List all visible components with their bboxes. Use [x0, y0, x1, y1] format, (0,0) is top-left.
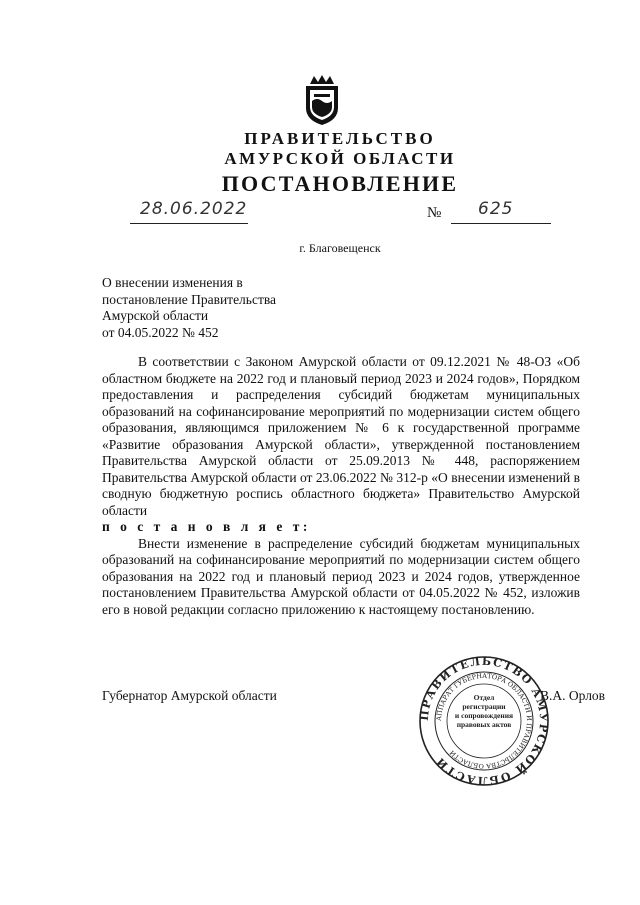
city: г. Благовещенск	[299, 241, 381, 255]
document-body	[102, 354, 580, 618]
coat-of-arms-icon	[302, 74, 342, 126]
number-label: №	[427, 205, 442, 221]
resolves-heading: п о с т а н о в л я е т:	[102, 519, 311, 534]
resolution-paragraph: Внести изменение в распределение субсидий бюджетам муниципальных образований на софинансирование мероприятий по модернизации систем общего образования на 2022 год и плановый период 2023 и 2024 годов, утвержденное постановлением Правительства Амурской области от 04.05.2022 № 452, изложив его в новой редакции согласно приложению к настоящему постановлению.	[102, 535, 580, 617]
stamp-outer-text: ПРАВИТЕЛЬСТВО АМУРСКОЙ ОБЛАСТИ	[418, 655, 550, 787]
subject-line: Амурской области	[102, 308, 209, 323]
document-type: ПОСТАНОВЛЕНИЕ	[221, 171, 459, 196]
stamp-inner-text: АППАРАТ ГУБЕРНАТОРА ОБЛАСТИ И ПРАВИТЕЛЬСТВА ОБЛАСТИ	[434, 671, 534, 771]
region-title: АМУРСКОЙ ОБЛАСТИ	[224, 149, 456, 168]
stamp-center-line: регистрации	[462, 702, 506, 711]
subject-line: постановление Правительства	[102, 291, 277, 307]
signatory-name: В.А. Орлов	[540, 688, 606, 703]
stamp-center-line: правовых актов	[456, 720, 512, 729]
document-subject	[102, 275, 276, 341]
signatory-title: Губернатор Амурской области	[102, 688, 277, 703]
official-stamp	[418, 655, 550, 787]
subject-line: от 04.05.2022 № 452	[102, 324, 219, 340]
preamble-paragraph: В соответствии с Законом Амурской области от 09.12.2021 № 48-ОЗ «Об областном бюджете на 2022 год и плановый период 2023 и 2024 годов», Порядком предоставления и распределения субсидий бюджетам муниципальных образований на софинансирование мероприятий по модернизации систем общего образования, являющимся приложением № 6 к государственной программе «Развитие образования Амурской области», утвержденной постановлением Правительства Амурской области от 25.09.2013 № 448, распоряжением Правительства Амурской области от 23.06.2022 № 312-р «О внесении изменений в сводную бюджетную роспись областного бюджета» Правительство Амурской области	[102, 354, 580, 518]
government-title: ПРАВИТЕЛЬСТВО	[244, 129, 436, 148]
stamp-center-text	[446, 693, 522, 729]
stamp-center-line: Отдел	[473, 693, 495, 702]
document-date: 28.06.2022	[140, 199, 248, 219]
stamp-center-line: и сопровождения	[454, 711, 514, 720]
document-number: 625	[478, 199, 514, 219]
subject-line: О внесении изменения в	[102, 275, 243, 290]
